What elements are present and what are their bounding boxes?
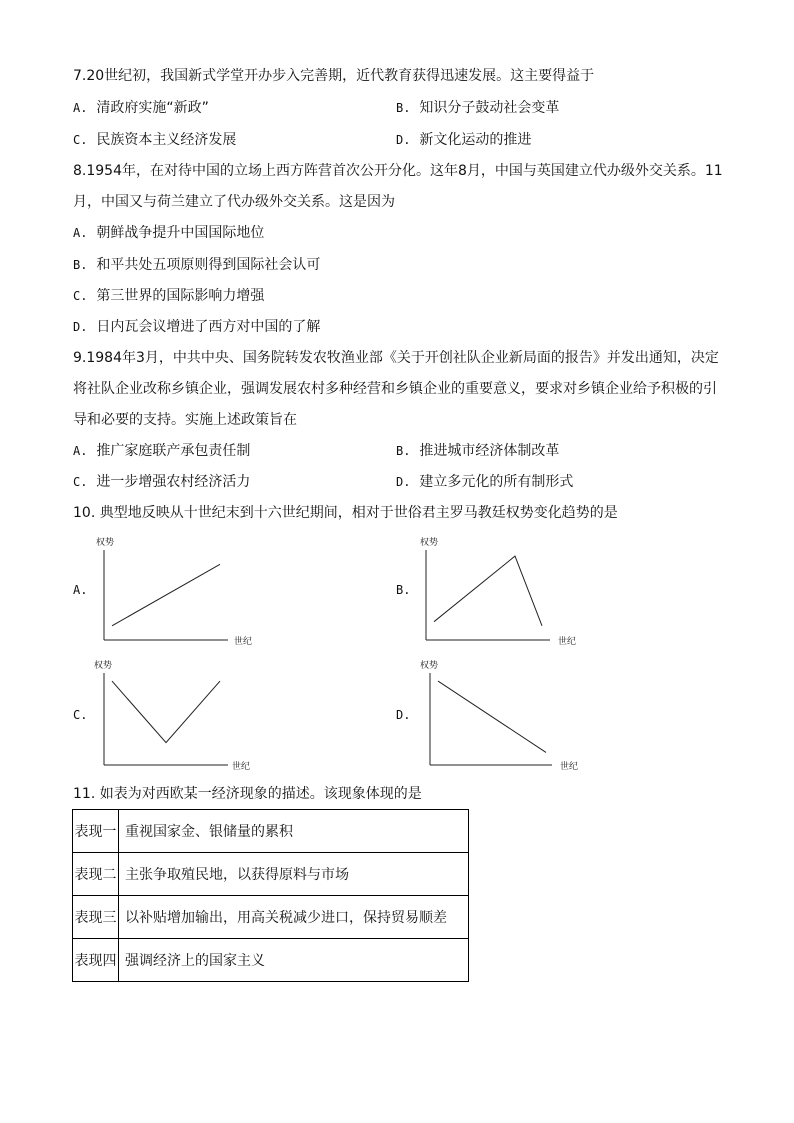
series-line bbox=[438, 681, 546, 752]
option-text: 建立多元化的所有制形式 bbox=[419, 474, 574, 490]
row-value: 以补贴增加输出，用高关税减少进口，保持贸易顺差 bbox=[119, 896, 469, 939]
row-key: 表现四 bbox=[73, 939, 119, 982]
option-letter: B. bbox=[396, 444, 411, 458]
q7-option-a bbox=[73, 98, 209, 118]
option-letter: D. bbox=[396, 475, 411, 489]
option-letter: A. bbox=[73, 101, 88, 115]
y-axis-label: 权势 bbox=[420, 538, 439, 548]
option-text: 推广家庭联产承包责任制 bbox=[96, 443, 251, 459]
option-letter: C. bbox=[73, 133, 88, 147]
q8-option-a bbox=[73, 223, 264, 243]
chart-a bbox=[88, 530, 268, 650]
option-text: 和平共处五项原则得到国际社会认可 bbox=[96, 257, 321, 273]
q9-stem-line1: 9.1984年3月，中共中央、国务院转发农牧渔业部《关于开创社队企业新局面的报告》并发出通知，决定 bbox=[73, 350, 719, 366]
q9-stem-line3: 导和必要的支持。实施上述政策旨在 bbox=[73, 412, 297, 428]
q7-stem: 7.20世纪初，我国新式学堂开办步入完善期，近代教育获得迅速发展。这主要得益于 bbox=[73, 68, 595, 84]
option-letter: D. bbox=[73, 320, 88, 334]
option-text: 推进城市经济体制改革 bbox=[419, 443, 560, 459]
row-key: 表现三 bbox=[73, 896, 119, 939]
series-line bbox=[112, 681, 220, 743]
q11-stem: 11. 如表为对西欧某一经济现象的描述。该现象体现的是 bbox=[73, 786, 422, 802]
q9-option-d bbox=[396, 472, 573, 492]
row-value: 主张争取殖民地，以获得原料与市场 bbox=[119, 853, 469, 896]
table-row bbox=[73, 939, 469, 982]
chart-d-option-label: D. bbox=[396, 708, 411, 722]
chart-c bbox=[88, 655, 268, 775]
chart-c-option-label: C. bbox=[73, 708, 88, 722]
option-text: 朝鲜战争提升中国国际地位 bbox=[96, 225, 265, 241]
option-letter: A. bbox=[73, 226, 88, 240]
table-row bbox=[73, 810, 469, 853]
option-text: 知识分子鼓动社会变革 bbox=[419, 100, 560, 116]
row-value: 重视国家金、银储量的累积 bbox=[119, 810, 469, 853]
table-row bbox=[73, 896, 469, 939]
option-text: 新文化运动的推进 bbox=[419, 132, 532, 148]
series-line bbox=[434, 556, 542, 626]
economic-phenomenon-table bbox=[72, 809, 469, 982]
q8-option-d bbox=[73, 317, 320, 337]
y-axis-label: 权势 bbox=[96, 538, 115, 548]
q9-option-a bbox=[73, 441, 250, 461]
q7-option-c bbox=[73, 130, 236, 150]
q9-stem-line2: 将社队企业改称乡镇企业，强调发展农村多种经营和乡镇企业的重要意义，要求对乡镇企业给予积极的引 bbox=[73, 381, 717, 397]
y-axis-label: 权势 bbox=[94, 661, 113, 671]
series-line bbox=[112, 564, 220, 626]
row-key: 表现二 bbox=[73, 853, 119, 896]
option-text: 进一步增强农村经济活力 bbox=[96, 474, 251, 490]
option-letter: A. bbox=[73, 444, 88, 458]
table-row bbox=[73, 853, 469, 896]
q9-option-b bbox=[396, 441, 559, 461]
option-letter: C. bbox=[73, 475, 88, 489]
chart-a-option-label: A. bbox=[73, 583, 88, 597]
x-axis-label: 世纪 bbox=[232, 762, 251, 772]
q10-stem: 10. 典型地反映从十世纪末到十六世纪期间，相对于世俗君主罗马教廷权势变化趋势的是 bbox=[73, 505, 618, 521]
row-key: 表现一 bbox=[73, 810, 119, 853]
option-text: 日内瓦会议增进了西方对中国的了解 bbox=[96, 319, 321, 335]
y-axis-label: 权势 bbox=[420, 661, 439, 671]
q9-option-c bbox=[73, 472, 250, 492]
q8-option-b bbox=[73, 255, 320, 275]
option-text: 民族资本主义经济发展 bbox=[96, 132, 237, 148]
x-axis-label: 世纪 bbox=[234, 637, 253, 647]
x-axis-label: 世纪 bbox=[560, 762, 579, 772]
chart-b-option-label: B. bbox=[396, 583, 411, 597]
q7-option-b bbox=[396, 98, 559, 118]
row-value: 强调经济上的国家主义 bbox=[119, 939, 469, 982]
x-axis-label: 世纪 bbox=[558, 637, 577, 647]
option-letter: D. bbox=[396, 133, 411, 147]
q8-stem-line2: 月，中国又与荷兰建立了代办级外交关系。这是因为 bbox=[73, 194, 395, 210]
option-letter: B. bbox=[73, 258, 88, 272]
q7-option-d bbox=[396, 130, 531, 150]
option-letter: B. bbox=[396, 101, 411, 115]
chart-b bbox=[410, 530, 590, 650]
q8-option-c bbox=[73, 286, 264, 306]
option-letter: C. bbox=[73, 289, 88, 303]
option-text: 第三世界的国际影响力增强 bbox=[96, 288, 265, 304]
chart-d bbox=[414, 655, 594, 775]
option-text: 清政府实施“新政” bbox=[96, 100, 209, 116]
q8-stem-line1: 8.1954年，在对待中国的立场上西方阵营首次公开分化。这年8月，中国与英国建立代办级外交关系。11 bbox=[73, 163, 723, 179]
